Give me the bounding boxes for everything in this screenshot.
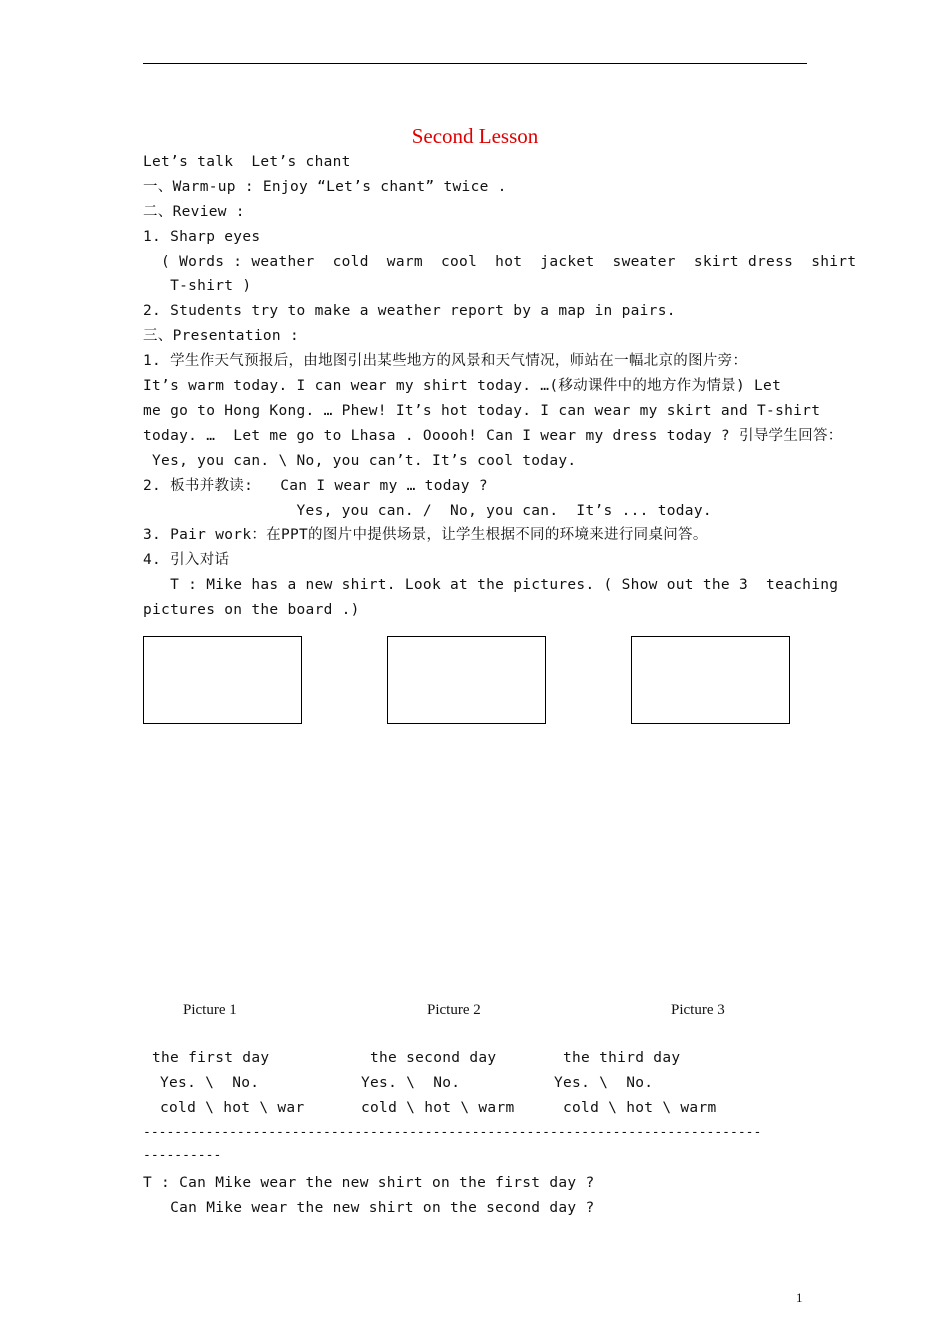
presentation-item-2: 2. 板书并教读: Can I wear my … today ? — [143, 478, 488, 494]
review-item-1: 1. Sharp eyes — [143, 229, 261, 245]
dialogue-intro-cont: pictures on the board .) — [143, 602, 360, 618]
presentation-heading: 三、Presentation : — [143, 328, 300, 344]
lesson-title: Second Lesson — [411, 124, 539, 148]
presentation-item-2-answer: Yes, you can. / No, you can. It’s ... today. — [143, 503, 712, 519]
presentation-item-4: 4. 引入对话 — [143, 552, 230, 568]
presentation-text-2: me go to Hong Kong. … Phew! It’s hot today. I can wear my skirt and T-shirt — [143, 403, 821, 419]
picture-3-day: the third day — [563, 1050, 681, 1066]
subtitle-line: Let’s talk Let’s chant — [143, 154, 351, 170]
divider-dashes-cont: ---------- — [143, 1148, 222, 1163]
presentation-text-1: It’s warm today. I can wear my shirt today. …(移动课件中的地方作为情景) Let — [143, 378, 782, 394]
picture-1-answer: Yes. \ No. — [160, 1075, 260, 1091]
picture-3-weather: cold \ hot \ warm — [563, 1100, 717, 1116]
review-heading: 二、Review : — [143, 204, 245, 220]
dialogue-intro: T : Mike has a new shirt. Look at the pictures. ( Show out the 3 teaching — [143, 577, 839, 593]
picture-frame-2 — [387, 636, 546, 724]
picture-frame-1 — [143, 636, 302, 724]
picture-2-day: the second day — [370, 1050, 497, 1066]
picture-caption-3: Picture 3 — [671, 1002, 725, 1018]
words-line: ( Words : weather cold warm cool hot jacket sweater skirt dress shirt — [143, 254, 857, 270]
warmup-line: 一、Warm-up : Enjoy “Let’s chant” twice . — [143, 179, 507, 195]
review-item-2: 2. Students try to make a weather report by a map in pairs. — [143, 303, 676, 319]
picture-2-weather: cold \ hot \ warm — [361, 1100, 515, 1116]
presentation-text-4: Yes, you can. \ No, you can’t. It’s cool today. — [143, 453, 577, 469]
picture-3-answer: Yes. \ No. — [554, 1075, 654, 1091]
question-2: Can Mike wear the new shirt on the second day ? — [143, 1200, 595, 1216]
picture-caption-1: Picture 1 — [183, 1002, 237, 1018]
header-rule — [143, 63, 807, 64]
words-line-cont: T-shirt ) — [143, 278, 252, 294]
presentation-text-3: today. … Let me go to Lhasa . Ooooh! Can I wear my dress today ? 引导学生回答： — [143, 428, 843, 444]
presentation-item-1: 1. 学生作天气预报后，由地图引出某些地方的风景和天气情况，师站在一幅北京的图片旁： — [143, 353, 748, 369]
question-1: T : Can Mike wear the new shirt on the first day ? — [143, 1175, 595, 1191]
page-number: 1 — [796, 1290, 803, 1305]
divider-dashes: ------------------------------------------------------------------------------- — [143, 1125, 762, 1140]
picture-2-answer: Yes. \ No. — [361, 1075, 461, 1091]
picture-1-day: the first day — [152, 1050, 270, 1066]
picture-1-weather: cold \ hot \ war — [160, 1100, 305, 1116]
picture-frame-3 — [631, 636, 790, 724]
picture-caption-2: Picture 2 — [427, 1002, 481, 1018]
presentation-item-3: 3. Pair work：在PPT的图片中提供场景，让学生根据不同的环境来进行同桌问答。 — [143, 527, 708, 543]
